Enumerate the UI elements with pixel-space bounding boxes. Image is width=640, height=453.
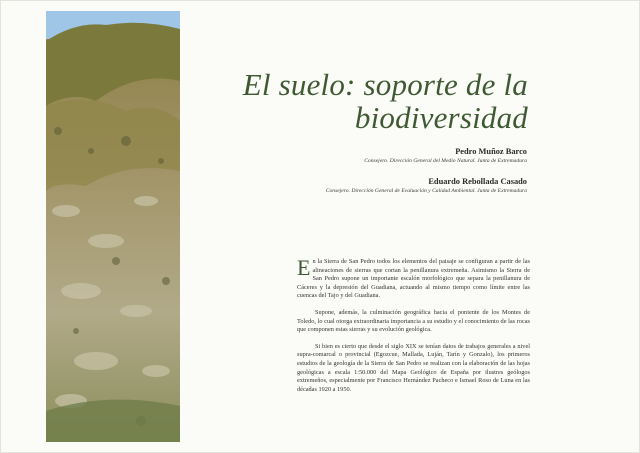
author-2-affiliation: Consejero. Dirección General de Evaluación y Calidad Ambiental. Junta de Extremadura xyxy=(325,188,527,194)
author-1-name: Pedro Muñoz Barco xyxy=(455,147,527,156)
article-title xyxy=(198,68,528,134)
paragraph-2: Supone, además, la culminación geográfica hacia el poniente de los Montes de Toledo, lo cual otorga extraordinaria importancia a su estudio y el conocimiento de las rocas que componen estas sierras y su evolución geológica. xyxy=(297,308,530,334)
author-2-name: Eduardo Rebollada Casado xyxy=(428,177,527,186)
author-2 xyxy=(227,177,527,194)
drop-cap: E xyxy=(297,255,311,280)
paragraph-3: Si bien es cierto que desde el siglo XIX se tenían datos de trabajos generales a nivel supra-comarcal o provincial (Egozcue, Mallada, Luján, Tarín y Gonzalo), los primeros estudios de la geología de la Sierra de San Pedro se realizan con la elaboración de las hojas geológicas a escala 1:50.000 del Mapa Geológico de España por ilustres geólogos extremeños, especialmente por Francisco Hernández Pacheco e Ismael Roso de Luna en las décadas 1920 a 1950. xyxy=(297,342,530,393)
article-body xyxy=(297,255,530,402)
title-line-1: El suelo: soporte de la xyxy=(242,67,528,102)
author-1 xyxy=(227,147,527,164)
landscape-photo xyxy=(46,11,180,442)
title-line-2: biodiversidad xyxy=(354,100,528,135)
author-1-affiliation: Consejero. Dirección General del Medio Natural. Junta de Extremadura xyxy=(364,158,527,164)
paragraph-1-text: n la Sierra de San Pedro todos los elementos del paisaje se configuran a partir de las alineaciones de sierras que cortan la penillanura extremeña. Asimismo la Sierra de San Pedro supone un importante escalón morfológico que separa la penillanura de Cáceres y la depresión del Guadiana, actuando al mismo tiempo como límite entre las cuencas del Tajo y del Guadiana. xyxy=(297,258,530,300)
paragraph-1 xyxy=(297,255,530,301)
